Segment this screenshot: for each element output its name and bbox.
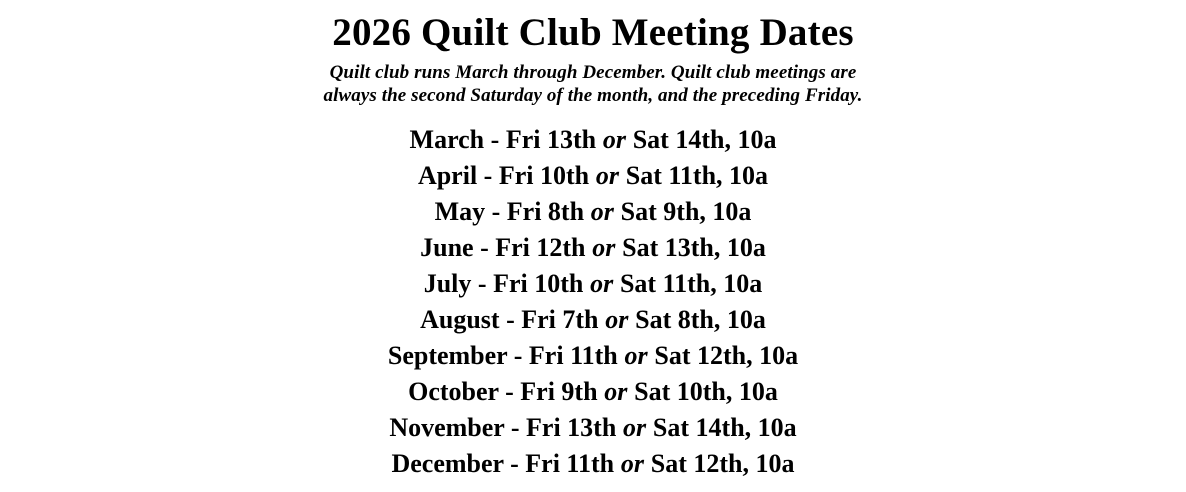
month-day-separator: - — [484, 125, 506, 154]
month-day-separator: - — [498, 377, 521, 406]
or-word: or — [595, 161, 619, 190]
time-separator: , — [713, 305, 727, 334]
meeting-list — [0, 122, 1186, 482]
time-separator: , — [716, 161, 730, 190]
saturday-date: Sat 8th — [635, 305, 714, 334]
month-day-separator: - — [477, 161, 499, 190]
saturday-date: Sat 11th — [619, 269, 711, 298]
or-word: or — [624, 341, 648, 370]
friday-date: Fri 11th — [525, 449, 615, 478]
or-word: or — [590, 197, 614, 226]
time-separator: , — [742, 449, 756, 478]
or-word: or — [604, 377, 628, 406]
or-word: or — [592, 233, 616, 262]
friday-date: Fri 8th — [506, 197, 585, 226]
friday-date: Fri 12th — [495, 233, 586, 262]
month-day-separator: - — [471, 269, 494, 298]
page-subtitle — [0, 61, 1186, 107]
or-word: or — [590, 269, 614, 298]
month-day-separator: - — [485, 197, 507, 226]
saturday-date: Sat 13th — [622, 233, 714, 262]
friday-date: Fri 10th — [498, 161, 590, 190]
friday-date: Fri 10th — [493, 269, 584, 298]
meeting-time: 10a — [729, 161, 769, 190]
meeting-row — [0, 302, 1186, 338]
month-label: October — [408, 377, 499, 406]
time-separator: , — [713, 233, 727, 262]
month-day-separator: - — [499, 305, 522, 334]
month-label: December — [391, 449, 504, 478]
meeting-row — [0, 446, 1186, 482]
meeting-row — [0, 410, 1186, 446]
time-separator: , — [724, 125, 738, 154]
meeting-time: 10a — [759, 341, 799, 370]
month-label: August — [420, 305, 500, 334]
or-word: or — [623, 413, 647, 442]
meeting-time: 10a — [723, 269, 763, 298]
friday-date: Fri 9th — [520, 377, 598, 406]
meeting-row — [0, 230, 1186, 266]
friday-date: Fri 7th — [521, 305, 599, 334]
meeting-row — [0, 374, 1186, 410]
subtitle-line-2: always the second Saturday of the month, and the preceding Friday. — [323, 85, 863, 106]
friday-date: Fri 13th — [505, 125, 597, 154]
meeting-time: 10a — [738, 377, 778, 406]
friday-date: Fri 11th — [528, 341, 618, 370]
month-label: July — [423, 269, 472, 298]
page-title: 2026 Quilt Club Meeting Dates — [332, 11, 854, 54]
month-label: March — [409, 125, 485, 154]
meeting-time: 10a — [737, 125, 777, 154]
friday-date: Fri 13th — [526, 413, 617, 442]
month-label: November — [389, 413, 505, 442]
month-label: May — [434, 197, 486, 226]
or-word: or — [620, 449, 644, 478]
month-day-separator: - — [507, 341, 529, 370]
time-separator: , — [699, 197, 713, 226]
meeting-row — [0, 194, 1186, 230]
month-label: June — [420, 233, 474, 262]
meeting-time: 10a — [757, 413, 797, 442]
time-separator: , — [744, 413, 758, 442]
saturday-date: Sat 9th — [620, 197, 700, 226]
month-label: September — [387, 341, 508, 370]
meeting-time: 10a — [712, 197, 752, 226]
meeting-time: 10a — [726, 233, 766, 262]
time-separator: , — [746, 341, 760, 370]
month-day-separator: - — [503, 449, 526, 478]
saturday-date: Sat 14th — [632, 125, 725, 154]
subtitle-line-1: Quilt club runs March through December. Quilt club meetings are — [329, 62, 857, 83]
meeting-time: 10a — [755, 449, 795, 478]
saturday-date: Sat 11th — [625, 161, 717, 190]
meeting-time: 10a — [726, 305, 766, 334]
meeting-row — [0, 266, 1186, 302]
or-word: or — [605, 305, 629, 334]
month-day-separator: - — [473, 233, 496, 262]
saturday-date: Sat 12th — [654, 341, 747, 370]
meeting-row — [0, 338, 1186, 374]
meeting-row — [0, 122, 1186, 158]
time-separator: , — [725, 377, 739, 406]
saturday-date: Sat 12th — [650, 449, 743, 478]
saturday-date: Sat 10th — [634, 377, 726, 406]
month-day-separator: - — [504, 413, 527, 442]
meeting-row — [0, 158, 1186, 194]
time-separator: , — [710, 269, 724, 298]
or-word: or — [602, 125, 626, 154]
saturday-date: Sat 14th — [652, 413, 745, 442]
month-label: April — [417, 161, 478, 190]
